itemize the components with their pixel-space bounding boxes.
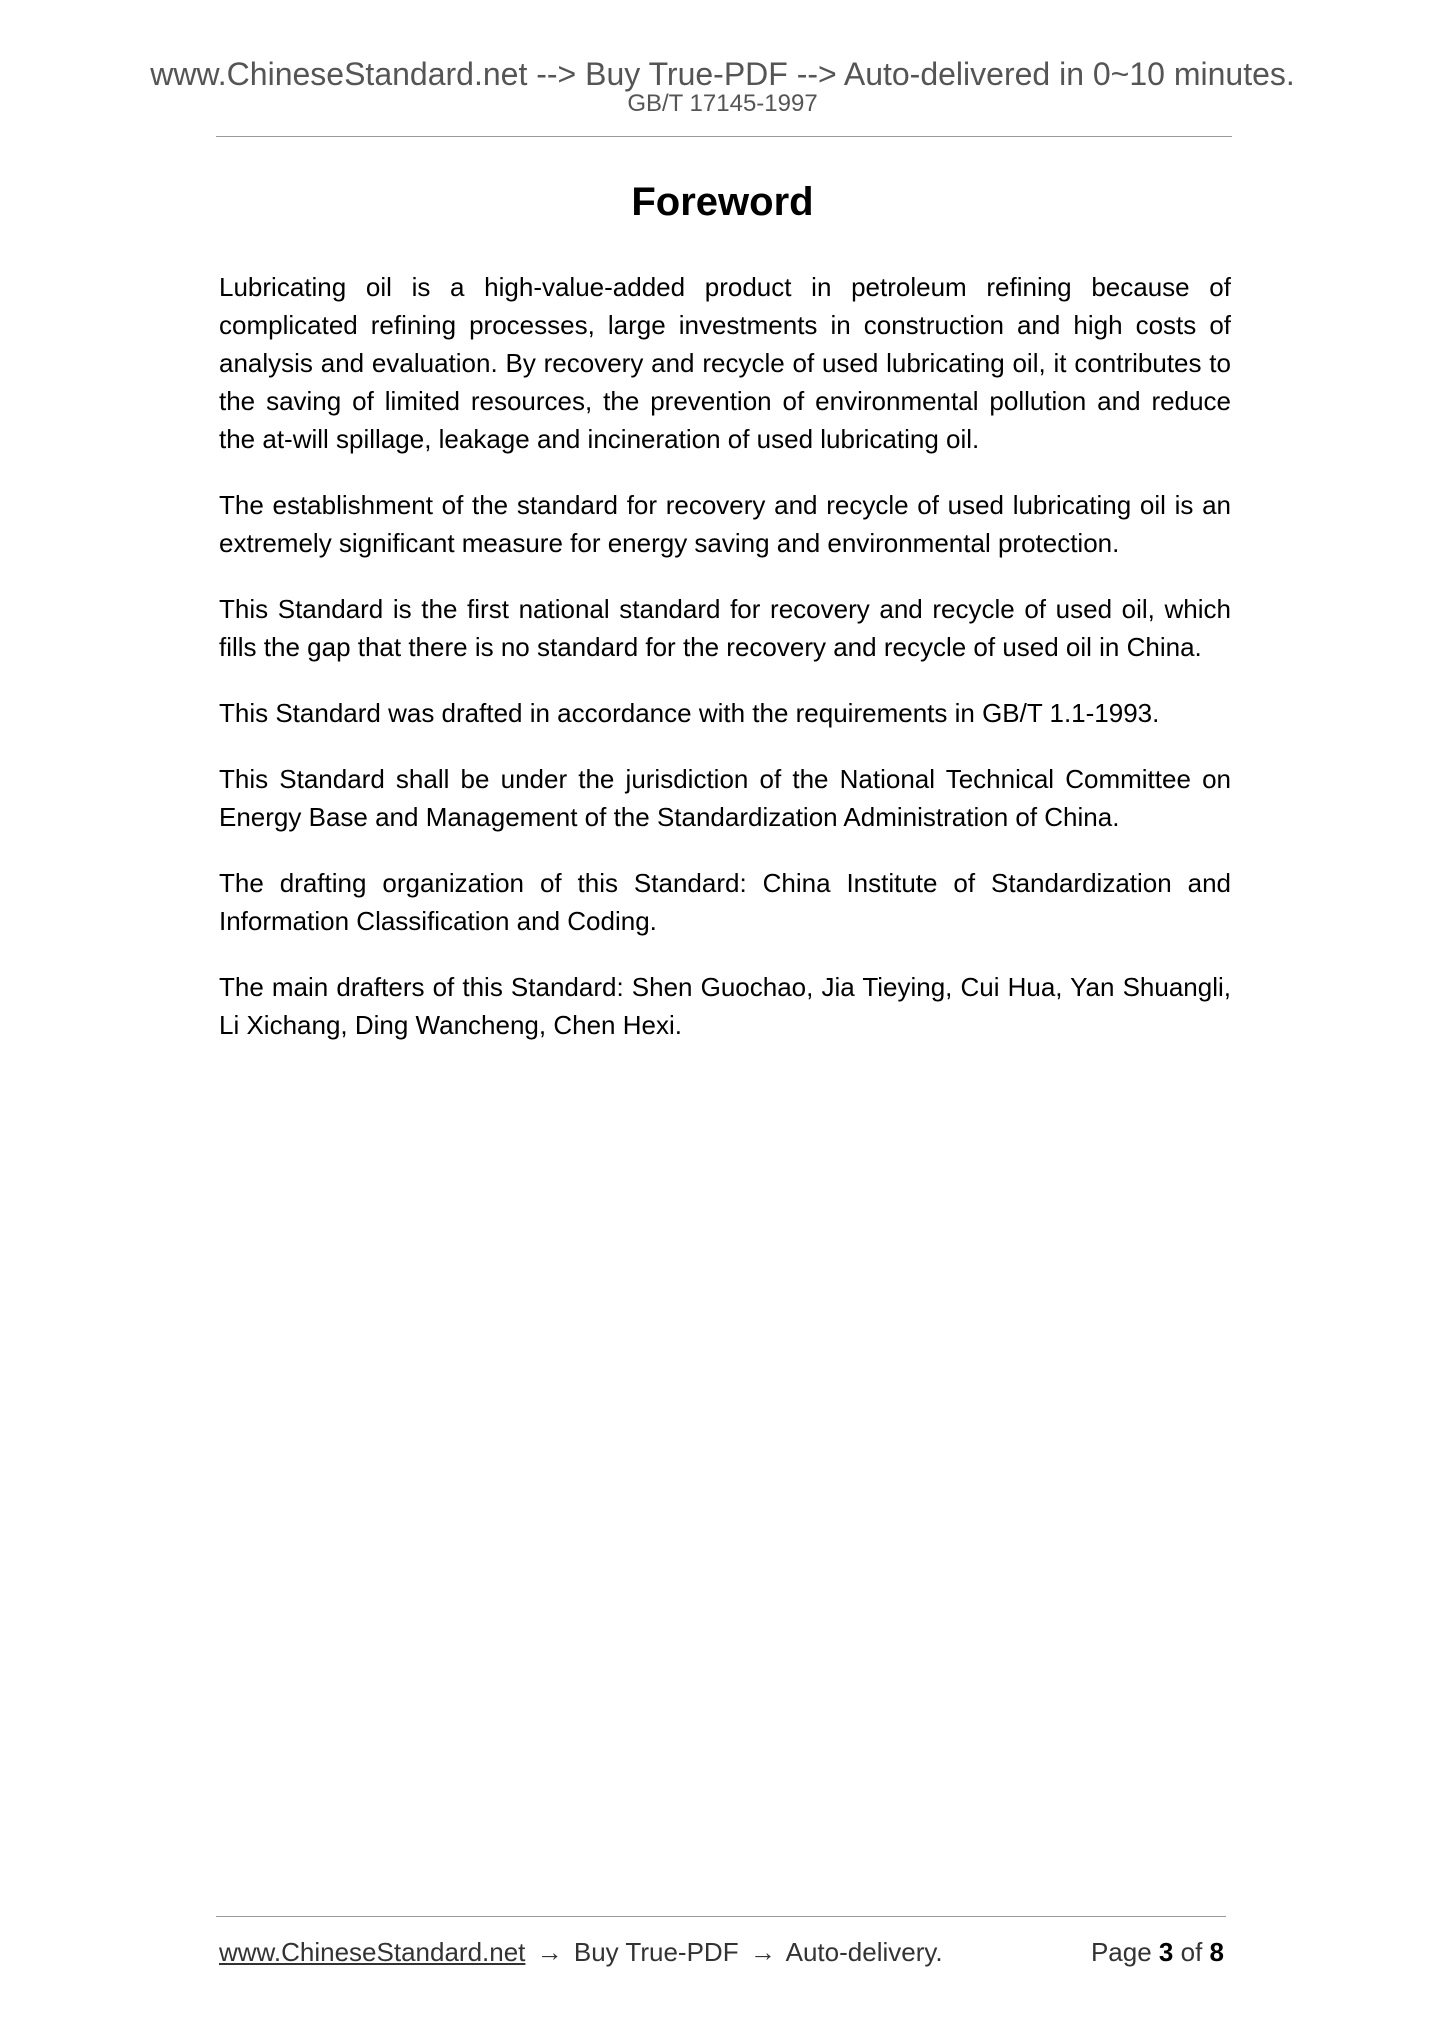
paragraph-4: This Standard was drafted in accordance with the requirements in GB/T 1.1-1993.	[219, 698, 1160, 728]
arrow-right-icon: →	[536, 1937, 563, 1967]
page-number	[1091, 1934, 1224, 1970]
paragraph-7: The main drafters of this Standard: Shen Guochao, Jia Tieying, Cui Hua, Yan Shuangli, Li Xichang, Ding Wancheng, Chen Hexi.	[219, 972, 1231, 1040]
arrow-right-icon: →	[749, 1937, 776, 1967]
page-label: Page	[1090, 1937, 1152, 1967]
page-title: Foreword	[631, 180, 814, 224]
paragraph-3: This Standard is the first national standard for recovery and recycle of used oil, which fills the gap that there is no standard for the recovery and recycle of used oil in China.	[219, 594, 1231, 662]
page-total: 8	[1209, 1937, 1224, 1967]
footer-promo	[219, 1934, 943, 1970]
page-footer	[219, 1934, 1224, 1970]
page-of: of	[1180, 1937, 1203, 1967]
header-divider	[216, 136, 1232, 137]
delivery-text: Auto-delivery.	[785, 1937, 943, 1967]
paragraph-1: Lubricating oil is a high-value-added product in petroleum refining because of complicated refining processes, large investments in construction and high costs of analysis and evaluation. By recovery and recycle of used lubricating oil, it contributes to the saving of limited resources, the prevention of environmental pollution and reduce the at-will spillage, leakage and incineration of used lubricating oil.	[219, 272, 1231, 454]
document-code: GB/T 17145-1997	[627, 90, 818, 117]
paragraph-2: The establishment of the standard for recovery and recycle of used lubricating oil is an extremely significant measure for energy saving and environmental protection.	[219, 490, 1231, 558]
page-current: 3	[1158, 1937, 1174, 1967]
footer-divider	[216, 1916, 1226, 1917]
document-body	[219, 268, 1231, 1072]
site-link[interactable]: www.ChineseStandard.net	[219, 1937, 526, 1967]
paragraph-6: The drafting organization of this Standard: China Institute of Standardization and Information Classification and Coding.	[219, 868, 1231, 936]
header-banner: www.ChineseStandard.net --> Buy True-PDF --> Auto-delivered in 0~10 minutes.	[150, 56, 1295, 92]
buy-pdf-text: Buy True-PDF	[573, 1937, 739, 1967]
paragraph-5: This Standard shall be under the jurisdiction of the National Technical Committee on Energy Base and Management of the Standardization Administration of China.	[219, 764, 1231, 832]
